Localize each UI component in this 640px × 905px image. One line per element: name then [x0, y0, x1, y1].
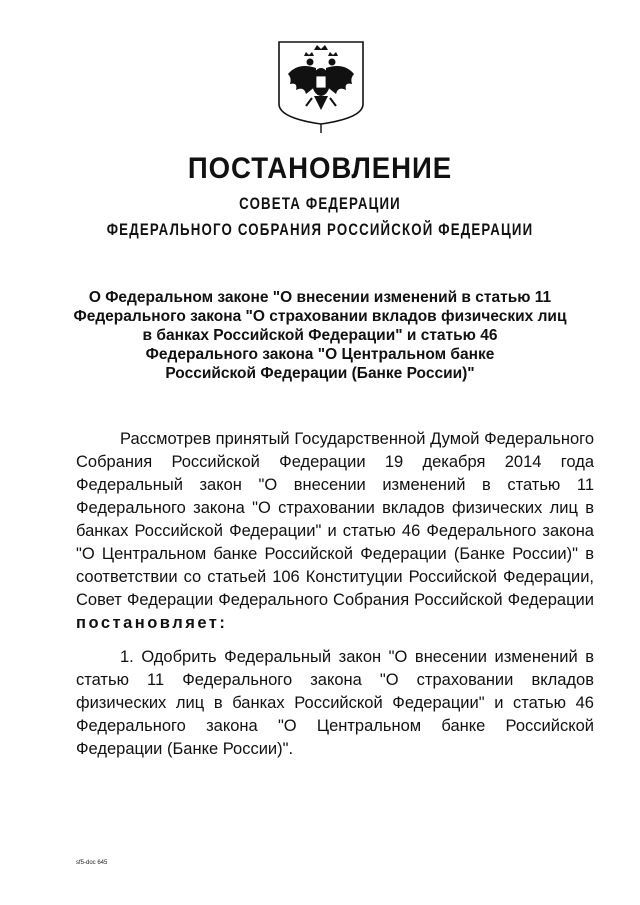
- body-line: Собрания Российской Федерации 19 декабря 2014 года: [76, 453, 594, 471]
- issuer-line-1: СОВЕТА ФЕДЕРАЦИИ: [239, 194, 401, 213]
- decree-word: постановляет:: [76, 614, 228, 632]
- body-line: Федерального закона "О страховании вкладов физических лиц в: [76, 499, 594, 517]
- body-line: физических лиц в банках Российской Федерации" и статью 46: [76, 694, 594, 712]
- resolution-item-1: [76, 646, 594, 761]
- subject-line: Федерального закона "О Центральном банке: [145, 346, 495, 363]
- subject-line: О Федеральном законе "О внесении изменений в статью 11: [88, 289, 552, 306]
- issuer-line-2: ФЕДЕРАЛЬНОГО СОБРАНИЯ РОССИЙСКОЙ ФЕДЕРАЦИИ: [106, 220, 534, 239]
- body-line: статью 11 Федерального закона "О страховании вкладов: [76, 671, 594, 689]
- body-line: Федерального закона "О Центральном банке Российской: [76, 717, 594, 735]
- body-line: "О Центральном банке Российской Федерации (Банке России)" в: [76, 545, 594, 563]
- preamble-paragraph: [76, 428, 594, 635]
- body-line: Федеральный закон "О внесении изменений в статью 11: [76, 476, 594, 494]
- body-line: Совет Федерации Федерального Собрания Российской Федерации: [76, 591, 594, 609]
- subject-line: в банках Российской Федерации" и статью 46: [142, 327, 498, 344]
- body-line: соответствии со статьей 106 Конституции Российской Федерации,: [76, 568, 594, 586]
- body-line: Федерации (Банке России)".: [76, 740, 294, 758]
- body-line: 1. Одобрить Федеральный закон "О внесении изменений в: [120, 648, 594, 666]
- document-title: ПОСТАНОВЛЕНИЕ: [187, 152, 453, 185]
- body-line: банках Российской Федерации" и статью 46 Федерального закона: [76, 522, 594, 540]
- subject-line: Российской Федерации (Банке России)": [165, 365, 475, 382]
- document-subject: [60, 288, 580, 383]
- document-code: sf5-doc 645: [76, 860, 108, 866]
- subject-line: Федерального закона "О страховании вкладов физических лиц: [73, 308, 567, 325]
- body-line: Рассмотрев принятый Государственной Думой Федерального: [120, 430, 594, 448]
- coat-of-arms-emblem: [276, 40, 366, 134]
